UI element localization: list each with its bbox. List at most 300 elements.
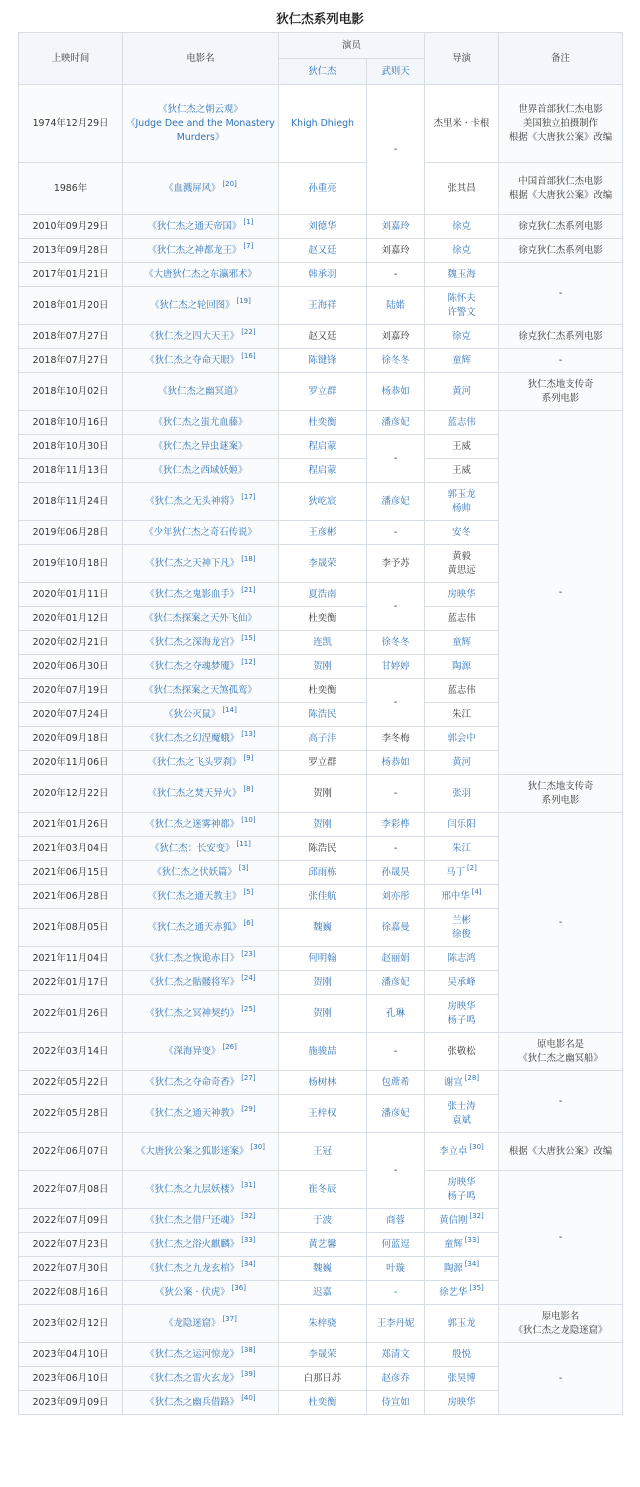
citation-ref[interactable]: [31] (241, 1181, 256, 1190)
film-title[interactable]: 《龙隐迷窟》 [37] (123, 1305, 279, 1343)
citation-ref[interactable]: [22] (241, 328, 256, 337)
film-title[interactable]: 《狄仁杰之轮回图》 [19] (123, 287, 279, 325)
table-row (19, 215, 623, 239)
release-date: 2022年03月14日 (19, 1033, 123, 1071)
citation-ref[interactable]: [14] (222, 706, 237, 715)
actor-wu: - (367, 85, 425, 215)
note: - (499, 349, 623, 373)
release-date: 2019年06月28日 (19, 521, 123, 545)
actor-dee[interactable]: 陈键锋 (279, 349, 367, 373)
table-row (19, 325, 623, 349)
film-title[interactable]: 《狄仁杰之夺命天眼》 [16] (123, 349, 279, 373)
director[interactable]: 张羽 (425, 775, 499, 813)
film-table-body (19, 85, 623, 1415)
release-date: 2023年09月09日 (19, 1391, 123, 1415)
header-director: 导演 (425, 33, 499, 85)
film-title[interactable]: 《血溅屏风》 [20] (123, 163, 279, 215)
actor-wu[interactable]: 潘彦妃 (367, 1095, 425, 1133)
film-title[interactable]: 《狄仁杰之西域妖姬》 (123, 459, 279, 483)
film-title[interactable]: 《狄仁杰之通天教主》 [5] (123, 885, 279, 909)
film-title[interactable]: 《狄仁杰之幽兵借路》 [40] (123, 1391, 279, 1415)
director[interactable]: 童辉 [33] (425, 1233, 499, 1257)
note: 徐克狄仁杰系列电影 (499, 325, 623, 349)
release-date: 2018年11月24日 (19, 483, 123, 521)
actor-wu: 李冬梅 (367, 727, 425, 751)
actor-wu[interactable]: 杨恭如 (367, 751, 425, 775)
citation-ref[interactable]: [2] (466, 864, 477, 873)
film-title[interactable]: 《狄仁杰之蚩尤血藤》 (123, 411, 279, 435)
film-title[interactable]: 《少年狄仁杰之奇石传说》 (123, 521, 279, 545)
citation-ref[interactable]: [11] (236, 840, 251, 849)
actor-wu[interactable]: 李彩桦 (367, 813, 425, 837)
actor-dee[interactable]: 赵又廷 (279, 239, 367, 263)
film-title[interactable]: 《狄仁杰之冥神契约》 [25] (123, 995, 279, 1033)
citation-ref[interactable]: [33] (464, 1236, 480, 1245)
table-row (19, 163, 623, 215)
film-title[interactable]: 《狄仁杰之夺魂梦魇》 [12] (123, 655, 279, 679)
director[interactable]: 房映华 (425, 583, 499, 607)
film-title[interactable]: 《狄仁杰探案之天煞孤鸾》 (123, 679, 279, 703)
release-date: 2021年11月04日 (19, 947, 123, 971)
director[interactable]: 徐克 (425, 239, 499, 263)
table-row (19, 775, 623, 813)
actor-wu[interactable]: 赵丽娟 (367, 947, 425, 971)
citation-ref[interactable]: [28] (464, 1074, 480, 1083)
film-title[interactable]: 《狄仁杰之通天帝国》 [1] (123, 215, 279, 239)
actor-dee[interactable]: 连凯 (279, 631, 367, 655)
citation-ref[interactable]: [34] (241, 1260, 256, 1269)
citation-ref[interactable]: [32] (241, 1212, 256, 1221)
release-date: 2022年05月28日 (19, 1095, 123, 1133)
actor-dee[interactable]: 贺刚 (279, 813, 367, 837)
release-date: 2022年07月30日 (19, 1257, 123, 1281)
director[interactable]: 房映华 (425, 1391, 499, 1415)
actor-dee[interactable]: 何明翰 (279, 947, 367, 971)
film-table (18, 32, 623, 1415)
actor-dee: 白那日苏 (279, 1367, 367, 1391)
director[interactable]: 童辉 (425, 631, 499, 655)
actor-dee[interactable]: 王冠 (279, 1133, 367, 1171)
actor-dee[interactable]: 杜奕衡 (279, 411, 367, 435)
actor-wu[interactable]: 甘婷婷 (367, 655, 425, 679)
film-title[interactable]: 《狄公案 · 伏虎》 [36] (123, 1281, 279, 1305)
citation-ref[interactable]: [10] (241, 816, 256, 825)
actor-dee: 杜奕衡 (279, 679, 367, 703)
citation-ref[interactable]: [34] (464, 1260, 480, 1269)
actor-dee[interactable]: 贺刚 (279, 971, 367, 995)
release-date: 2017年01月21日 (19, 263, 123, 287)
actor-wu: - (367, 263, 425, 287)
director[interactable]: 李立卓 [30] (425, 1133, 499, 1171)
actor-wu: 李予苏 (367, 545, 425, 583)
citation-ref[interactable]: [5] (243, 888, 254, 897)
film-title[interactable]: 《大唐狄仁杰之东瀛邪术》 (123, 263, 279, 287)
actor-dee[interactable]: 程启蒙 (279, 459, 367, 483)
actor-wu[interactable]: 郑清文 (367, 1343, 425, 1367)
release-date: 1986年 (19, 163, 123, 215)
citation-ref[interactable]: [7] (243, 242, 254, 251)
actor-dee[interactable]: 贺刚 (279, 995, 367, 1033)
film-title[interactable]: 《狄仁杰之朝云观》 《Judge Dee and the Monastery Murders》 (123, 85, 279, 163)
table-row (19, 411, 623, 435)
actor-wu[interactable]: 杨恭如 (367, 373, 425, 411)
table-row (19, 349, 623, 373)
release-date: 2010年09月29日 (19, 215, 123, 239)
citation-ref[interactable]: [32] (469, 1212, 484, 1221)
film-title[interactable]: 《狄仁杰之迷雾神都》 [10] (123, 813, 279, 837)
director[interactable]: 吴承峰 (425, 971, 499, 995)
film-title[interactable]: 《狄仁杰：长安变》 [11] (123, 837, 279, 861)
citation-ref[interactable]: [19] (236, 297, 251, 306)
page-title: 狄仁杰系列电影 (276, 11, 364, 26)
film-title[interactable]: 《狄仁杰之幻涅魔蛾》 [13] (123, 727, 279, 751)
actor-dee[interactable]: 王梓权 (279, 1095, 367, 1133)
film-title[interactable]: 《狄仁杰之骷髅将军》 [24] (123, 971, 279, 995)
director[interactable]: 兰彬 徐俊 (425, 909, 499, 947)
actor-dee[interactable]: 张佳航 (279, 885, 367, 909)
note: 狄仁杰地支传奇 系列电影 (499, 775, 623, 813)
citation-ref[interactable]: [36] (231, 1284, 246, 1293)
table-row (19, 239, 623, 263)
film-title[interactable]: 《狄仁杰之恢诡赤目》 [23] (123, 947, 279, 971)
director[interactable]: 郭玉龙 杨帅 (425, 483, 499, 521)
citation-ref[interactable]: [20] (222, 180, 237, 189)
director[interactable]: 郭玉龙 (425, 1305, 499, 1343)
actor-wu[interactable]: 侍宣如 (367, 1391, 425, 1415)
actor-wu[interactable]: 叶璇 (367, 1257, 425, 1281)
actor-wu: - (367, 583, 425, 631)
actor-dee[interactable]: 李晟荣 (279, 545, 367, 583)
director: 蓝志伟 (425, 607, 499, 631)
note: - (499, 411, 623, 775)
citation-ref[interactable]: [9] (243, 754, 254, 763)
actor-dee[interactable]: 高子沣 (279, 727, 367, 751)
citation-ref[interactable]: [23] (241, 950, 256, 959)
note: 原电影名 《狄仁杰之龙隐迷窟》 (499, 1305, 623, 1343)
actor-dee[interactable]: 迟嘉 (279, 1281, 367, 1305)
actor-dee[interactable]: 罗立群 (279, 373, 367, 411)
citation-ref[interactable]: [13] (241, 730, 256, 739)
citation-ref[interactable]: [18] (241, 555, 256, 564)
table-row (19, 85, 623, 163)
director: 杰里米 · 卡根 (425, 85, 499, 163)
table-row (19, 1171, 623, 1209)
director[interactable]: 谢宣 [28] (425, 1071, 499, 1095)
actor-wu: - (367, 521, 425, 545)
actor-dee[interactable]: 王彦彬 (279, 521, 367, 545)
director[interactable]: 陈怀夫 许警文 (425, 287, 499, 325)
release-date: 2021年03月04日 (19, 837, 123, 861)
citation-ref[interactable]: [3] (238, 864, 249, 873)
release-date: 2020年07月24日 (19, 703, 123, 727)
citation-ref[interactable]: [33] (241, 1236, 256, 1245)
director[interactable]: 房映华 杨子鸣 (425, 1171, 499, 1209)
release-date: 2018年07月27日 (19, 349, 123, 373)
header-cast-wu[interactable]: 武则天 (367, 59, 425, 85)
director[interactable]: 房映华 杨子鸣 (425, 995, 499, 1033)
director: 王威 (425, 435, 499, 459)
director: 朱江 (425, 703, 499, 727)
table-row (19, 1071, 623, 1095)
note: - (499, 1343, 623, 1415)
release-date: 2021年06月28日 (19, 885, 123, 909)
director[interactable]: 马丁 [2] (425, 861, 499, 885)
table-row (19, 1133, 623, 1171)
note: 世界首部狄仁杰电影 美国独立拍摄制作 根据《大唐狄公案》改编 (499, 85, 623, 163)
film-title[interactable]: 《狄仁杰之运河惊龙》 [38] (123, 1343, 279, 1367)
film-title[interactable]: 《狄仁杰之鬼影血手》 [21] (123, 583, 279, 607)
actor-wu[interactable]: 徐嘉曼 (367, 909, 425, 947)
citation-ref[interactable]: [17] (241, 493, 256, 502)
citation-ref[interactable]: [37] (222, 1315, 237, 1324)
actor-wu[interactable]: 赵彦乔 (367, 1367, 425, 1391)
release-date: 2021年08月05日 (19, 909, 123, 947)
note: 原电影名是 《狄仁杰之幽冥船》 (499, 1033, 623, 1071)
film-title[interactable]: 《狄仁杰之浴火麒麟》 [33] (123, 1233, 279, 1257)
film-title[interactable]: 《狄仁杰之飞头罗刹》 [9] (123, 751, 279, 775)
director[interactable]: 安冬 (425, 521, 499, 545)
actor-wu[interactable]: 徐冬冬 (367, 631, 425, 655)
table-row (19, 1305, 623, 1343)
citation-ref[interactable]: [4] (471, 888, 482, 897)
citation-ref[interactable]: [6] (243, 919, 254, 928)
director[interactable]: 蓝志伟 (425, 411, 499, 435)
director[interactable]: 黄河 (425, 373, 499, 411)
citation-ref[interactable]: [39] (241, 1370, 256, 1379)
release-date: 2023年06月10日 (19, 1367, 123, 1391)
actor-dee[interactable]: 王海祥 (279, 287, 367, 325)
release-date: 2020年01月12日 (19, 607, 123, 631)
director: 黄毅 黄思远 (425, 545, 499, 583)
film-title[interactable]: 《狄仁杰之神都龙王》 [7] (123, 239, 279, 263)
release-date: 2019年10月18日 (19, 545, 123, 583)
release-date: 2018年11月13日 (19, 459, 123, 483)
actor-dee[interactable]: 李晟荣 (279, 1343, 367, 1367)
note: 徐克狄仁杰系列电影 (499, 215, 623, 239)
actor-dee: 赵又廷 (279, 325, 367, 349)
release-date: 2020年01月11日 (19, 583, 123, 607)
actor-dee[interactable]: 陈浩民 (279, 703, 367, 727)
citation-ref[interactable]: [8] (243, 785, 254, 794)
actor-wu[interactable]: 孙晟昊 (367, 861, 425, 885)
director: 张其昌 (425, 163, 499, 215)
director: 蓝志伟 (425, 679, 499, 703)
film-title[interactable]: 《狄公灭鼠》 [14] (123, 703, 279, 727)
citation-ref[interactable]: [27] (241, 1074, 256, 1083)
film-title[interactable]: 《深海异变》 [26] (123, 1033, 279, 1071)
director[interactable]: 童辉 (425, 349, 499, 373)
actor-wu: - (367, 679, 425, 727)
film-title[interactable]: 《狄仁杰之九龙玄棺》 [34] (123, 1257, 279, 1281)
citation-ref[interactable]: [21] (241, 586, 256, 595)
note: - (499, 1071, 623, 1133)
note: 中国首部狄仁杰电影 根据《大唐狄公案》改编 (499, 163, 623, 215)
release-date: 2023年04月10日 (19, 1343, 123, 1367)
release-date: 2020年07月19日 (19, 679, 123, 703)
actor-wu: - (367, 1033, 425, 1071)
header-film: 电影名 (123, 33, 279, 85)
director[interactable]: 徐克 (425, 325, 499, 349)
actor-wu[interactable]: 包蓆希 (367, 1071, 425, 1095)
citation-ref[interactable]: [15] (241, 634, 256, 643)
table-row (19, 813, 623, 837)
actor-wu: 刘嘉玲 (367, 325, 425, 349)
actor-wu[interactable]: 刘嘉玲 (367, 215, 425, 239)
release-date: 2022年07月08日 (19, 1171, 123, 1209)
director[interactable]: 黄河 (425, 751, 499, 775)
actor-dee[interactable]: 杨树林 (279, 1071, 367, 1095)
release-date: 2022年07月09日 (19, 1209, 123, 1233)
director[interactable]: 徐克 (425, 215, 499, 239)
release-date: 2018年10月16日 (19, 411, 123, 435)
director: 张敬松 (425, 1033, 499, 1071)
film-title[interactable]: 《狄仁杰之深海龙宫》 [15] (123, 631, 279, 655)
release-date: 2018年10月30日 (19, 435, 123, 459)
film-title[interactable]: 《狄仁杰之伏妖篇》 [3] (123, 861, 279, 885)
actor-dee[interactable]: 黄艺馨 (279, 1233, 367, 1257)
citation-ref[interactable]: [29] (241, 1105, 256, 1114)
director[interactable]: 朱江 (425, 837, 499, 861)
header-cast-dee[interactable]: 狄仁杰 (279, 59, 367, 85)
director[interactable]: 黄信刚 [32] (425, 1209, 499, 1233)
release-date: 2018年01月20日 (19, 287, 123, 325)
director[interactable]: 魏玉海 (425, 263, 499, 287)
film-title[interactable]: 《狄仁杰之借尸还魂》 [32] (123, 1209, 279, 1233)
citation-ref[interactable]: [1] (243, 218, 254, 227)
actor-dee[interactable]: 于波 (279, 1209, 367, 1233)
actor-dee[interactable]: 邱雨栋 (279, 861, 367, 885)
film-title[interactable]: 《狄仁杰之无头神将》 [17] (123, 483, 279, 521)
release-date: 2022年05月22日 (19, 1071, 123, 1095)
film-title[interactable]: 《狄仁杰之焚天异火》 [8] (123, 775, 279, 813)
film-title[interactable]: 《狄仁杰之异虫谜案》 (123, 435, 279, 459)
release-date: 2020年09月18日 (19, 727, 123, 751)
actor-wu[interactable]: 潘彦妃 (367, 971, 425, 995)
director[interactable]: 张昊博 (425, 1367, 499, 1391)
citation-ref[interactable]: [40] (241, 1394, 256, 1403)
director[interactable]: 陶源 [34] (425, 1257, 499, 1281)
actor-dee[interactable]: 崔冬辰 (279, 1171, 367, 1209)
film-title[interactable]: 《狄仁杰之通天神教》 [29] (123, 1095, 279, 1133)
note: 徐克狄仁杰系列电影 (499, 239, 623, 263)
release-date: 2023年02月12日 (19, 1305, 123, 1343)
director[interactable]: 徐艺华 [35] (425, 1281, 499, 1305)
actor-wu[interactable]: 商蓉 (367, 1209, 425, 1233)
release-date: 2021年06月15日 (19, 861, 123, 885)
release-date: 2018年10月02日 (19, 373, 123, 411)
film-title[interactable]: 《狄仁杰之四大天王》 [22] (123, 325, 279, 349)
release-date: 1974年12月29日 (19, 85, 123, 163)
note: 狄仁杰地支传奇 系列电影 (499, 373, 623, 411)
actor-wu[interactable]: 刘亦彤 (367, 885, 425, 909)
actor-wu[interactable]: 陆婼 (367, 287, 425, 325)
table-row (19, 373, 623, 411)
actor-dee[interactable]: Khigh Dhiegh (279, 85, 367, 163)
header-date: 上映时间 (19, 33, 123, 85)
actor-dee[interactable]: 孙重亮 (279, 163, 367, 215)
release-date: 2022年01月17日 (19, 971, 123, 995)
citation-ref[interactable]: [30] (469, 1143, 484, 1152)
actor-dee: 杜奕衡 (279, 607, 367, 631)
director[interactable]: 郭会中 (425, 727, 499, 751)
film-title[interactable]: 《狄仁杰之通天赤狐》 [6] (123, 909, 279, 947)
actor-dee: 罗立群 (279, 751, 367, 775)
actor-dee[interactable]: 魏巍 (279, 909, 367, 947)
citation-ref[interactable]: [26] (222, 1043, 237, 1052)
citation-ref[interactable]: [35] (469, 1284, 484, 1293)
film-title[interactable]: 《狄仁杰之九层妖楼》 [31] (123, 1171, 279, 1209)
actor-dee[interactable]: 程启蒙 (279, 435, 367, 459)
director[interactable]: 邢中华 [4] (425, 885, 499, 909)
director[interactable]: 陈志鸿 (425, 947, 499, 971)
release-date: 2021年01月26日 (19, 813, 123, 837)
actor-dee[interactable]: 朱梓骁 (279, 1305, 367, 1343)
table-row (19, 1343, 623, 1367)
film-title[interactable]: 《狄仁杰探案之天外飞仙》 (123, 607, 279, 631)
note: - (499, 1171, 623, 1305)
director[interactable]: 陶源 (425, 655, 499, 679)
citation-ref[interactable]: [38] (241, 1346, 256, 1355)
actor-dee: 贺刚 (279, 775, 367, 813)
director: 王威 (425, 459, 499, 483)
actor-dee[interactable]: 杜奕衡 (279, 1391, 367, 1415)
actor-dee[interactable]: 夏浩南 (279, 583, 367, 607)
actor-wu: - (367, 837, 425, 861)
note: - (499, 813, 623, 1033)
actor-wu: - (367, 1133, 425, 1209)
citation-ref[interactable]: [30] (250, 1143, 265, 1152)
actor-wu: 刘嘉玲 (367, 239, 425, 263)
note: 根据《大唐狄公案》改编 (499, 1133, 623, 1171)
film-title[interactable]: 《狄仁杰之夺命奇香》 [27] (123, 1071, 279, 1095)
director[interactable]: 闫乐阳 (425, 813, 499, 837)
actor-wu: - (367, 775, 425, 813)
citation-ref[interactable]: [12] (241, 658, 256, 667)
director[interactable]: 殷悦 (425, 1343, 499, 1367)
film-title[interactable]: 《大唐狄公案之狐影迷案》 [30] (123, 1133, 279, 1171)
release-date: 2022年07月23日 (19, 1233, 123, 1257)
film-title[interactable]: 《狄仁杰之天神下凡》 [18] (123, 545, 279, 583)
actor-dee[interactable]: 刘德华 (279, 215, 367, 239)
actor-dee[interactable]: 贺刚 (279, 655, 367, 679)
director[interactable]: 张士涛 袁斌 (425, 1095, 499, 1133)
note: - (499, 263, 623, 325)
citation-ref[interactable]: [24] (241, 974, 256, 983)
citation-ref[interactable]: [16] (241, 352, 256, 361)
release-date: 2013年09月28日 (19, 239, 123, 263)
release-date: 2020年11月06日 (19, 751, 123, 775)
actor-wu[interactable]: 孔琳 (367, 995, 425, 1033)
actor-wu[interactable]: 王李丹妮 (367, 1305, 425, 1343)
actor-dee[interactable]: 韩承羽 (279, 263, 367, 287)
actor-wu[interactable]: 徐冬冬 (367, 349, 425, 373)
film-title[interactable]: 《狄仁杰之雷火玄龙》 [39] (123, 1367, 279, 1391)
actor-wu: - (367, 435, 425, 483)
release-date: 2022年01月26日 (19, 995, 123, 1033)
citation-ref[interactable]: [25] (241, 1005, 256, 1014)
actor-dee[interactable]: 施骏喆 (279, 1033, 367, 1071)
actor-wu[interactable]: 何蓝逗 (367, 1233, 425, 1257)
actor-wu[interactable]: 潘彦妃 (367, 411, 425, 435)
film-title[interactable]: 《狄仁杰之幽冥道》 (123, 373, 279, 411)
header-note: 备注 (499, 33, 623, 85)
actor-dee[interactable]: 狄屹宸 (279, 483, 367, 521)
actor-dee[interactable]: 魏巍 (279, 1257, 367, 1281)
actor-wu[interactable]: 潘彦妃 (367, 483, 425, 521)
release-date: 2020年02月21日 (19, 631, 123, 655)
release-date: 2022年06月07日 (19, 1133, 123, 1171)
actor-wu[interactable]: - (367, 1281, 425, 1305)
